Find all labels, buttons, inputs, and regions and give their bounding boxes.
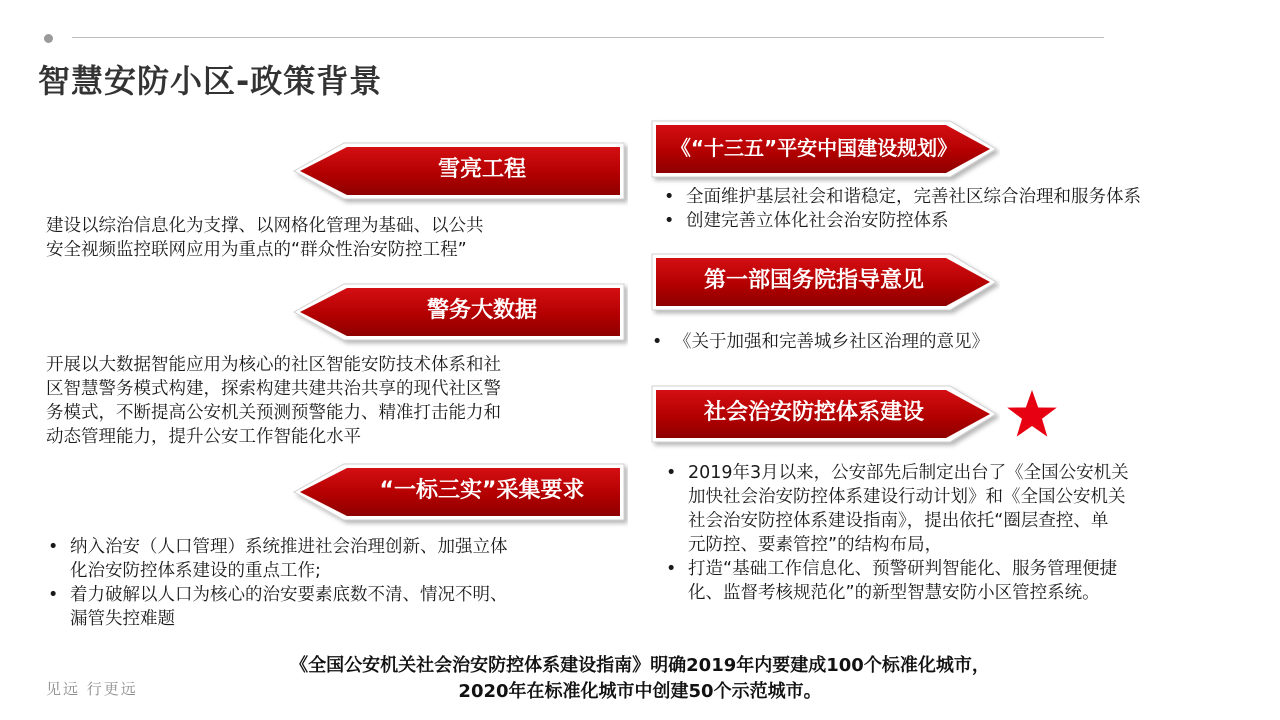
star-icon <box>1006 389 1058 439</box>
text-line: 打造“基础工作信息化、预警研判智能化、服务管理便捷 <box>688 559 1118 579</box>
bullet-icon: • <box>664 211 675 231</box>
list-item <box>650 330 989 354</box>
list-item <box>46 535 508 583</box>
xueliang-description <box>46 214 484 262</box>
text-line: 化治安防控体系建设的重点工作; <box>70 561 321 581</box>
list-item <box>664 461 1129 557</box>
bullet-icon: • <box>666 559 677 579</box>
right-banner-state-council <box>650 252 1000 310</box>
text-line: 社会治安防控体系建设指南》，提出依托“圈层查控、单 <box>688 511 1109 531</box>
bigdata-description <box>46 353 501 449</box>
text-line: 元防控、要素管控”的结构布局， <box>688 535 943 555</box>
text-line: 开展以大数据智能应用为核心的社区智能安防技术体系和社 <box>46 355 501 375</box>
right-banner-13th-five-year <box>650 119 1000 177</box>
bottom-conclusion <box>220 653 1060 705</box>
list-item <box>46 583 508 631</box>
right-banner-label: 社会治安防控体系建设 <box>703 400 924 425</box>
bullet-icon: • <box>48 585 59 605</box>
text-line: 漏管失控难题 <box>70 609 175 629</box>
text-line: 动态管理能力，提升公安工作智能化水平 <box>46 427 361 447</box>
conclusion-line: 2020年在标准化城市中创建50个示范城市。 <box>458 681 822 702</box>
right-banner-label: 《“十三五”平安中国建设规划》 <box>670 136 958 160</box>
left-banner-bigdata <box>292 282 628 340</box>
right-banner-label: 第一部国务院指导意见 <box>703 268 924 293</box>
left-banner-label: 雪亮工程 <box>437 157 526 182</box>
text-line: 安全视频监控联网应用为重点的“群众性治安防控工程” <box>46 240 467 260</box>
header-divider <box>72 37 1104 38</box>
bullet-icon: • <box>666 463 677 483</box>
right-banner-public-security <box>650 384 1000 442</box>
bullet-icon: • <box>48 537 59 557</box>
text-line: 区智慧警务模式构建，探索构建共建共治共享的现代社区警 <box>46 379 501 399</box>
text-line: 务模式，不断提高公安机关预测预警能力、精准打击能力和 <box>46 403 501 423</box>
conclusion-line: 《全国公安机关社会治安防控体系建设指南》明确2019年内要建成100个标准化城市， <box>290 655 990 676</box>
text-line: 建设以综治信息化为支撑、以网格化管理为基础、以公共 <box>46 216 484 236</box>
yibiaosanshi-bullets <box>46 535 508 631</box>
page-title: 智慧安防小区-政策背景 <box>38 62 383 100</box>
list-item <box>664 557 1129 605</box>
footer-slogan: 见远 行更远 <box>46 680 138 698</box>
state-council-bullets <box>650 330 989 354</box>
left-banner-xueliang <box>292 141 628 199</box>
text-line: 纳入治安（人口管理）系统推进社会治理创新、加强立体 <box>70 537 508 557</box>
left-banner-yibiaosanshi <box>292 462 628 520</box>
text-line: 创建完善立体化社会治安防控体系 <box>686 211 949 231</box>
left-banner-label: “一标三实”采集要求 <box>379 478 585 503</box>
bullet-icon: • <box>664 187 675 207</box>
public-security-bullets <box>664 461 1129 605</box>
list-item <box>662 209 1141 233</box>
text-line: 《关于加强和完善城乡社区治理的意见》 <box>674 332 989 352</box>
text-line: 2019年3月以来，公安部先后制定出台了《全国公安机关 <box>688 463 1129 483</box>
text-line: 着力破解以人口为核心的治安要素底数不清、情况不明、 <box>70 585 508 605</box>
text-line: 化、监督考核规范化”的新型智慧安防小区管控系统。 <box>688 583 1100 603</box>
text-line: 加快社会治安防控体系建设行动计划》和《全国公安机关 <box>688 487 1126 507</box>
text-line: 全面维护基层社会和谐稳定，完善社区综合治理和服务体系 <box>686 187 1141 207</box>
left-banner-label: 警务大数据 <box>426 298 537 323</box>
bullet-icon: • <box>652 332 663 352</box>
list-item <box>662 185 1141 209</box>
header-dot <box>44 34 53 43</box>
13th-five-year-bullets <box>662 185 1141 233</box>
